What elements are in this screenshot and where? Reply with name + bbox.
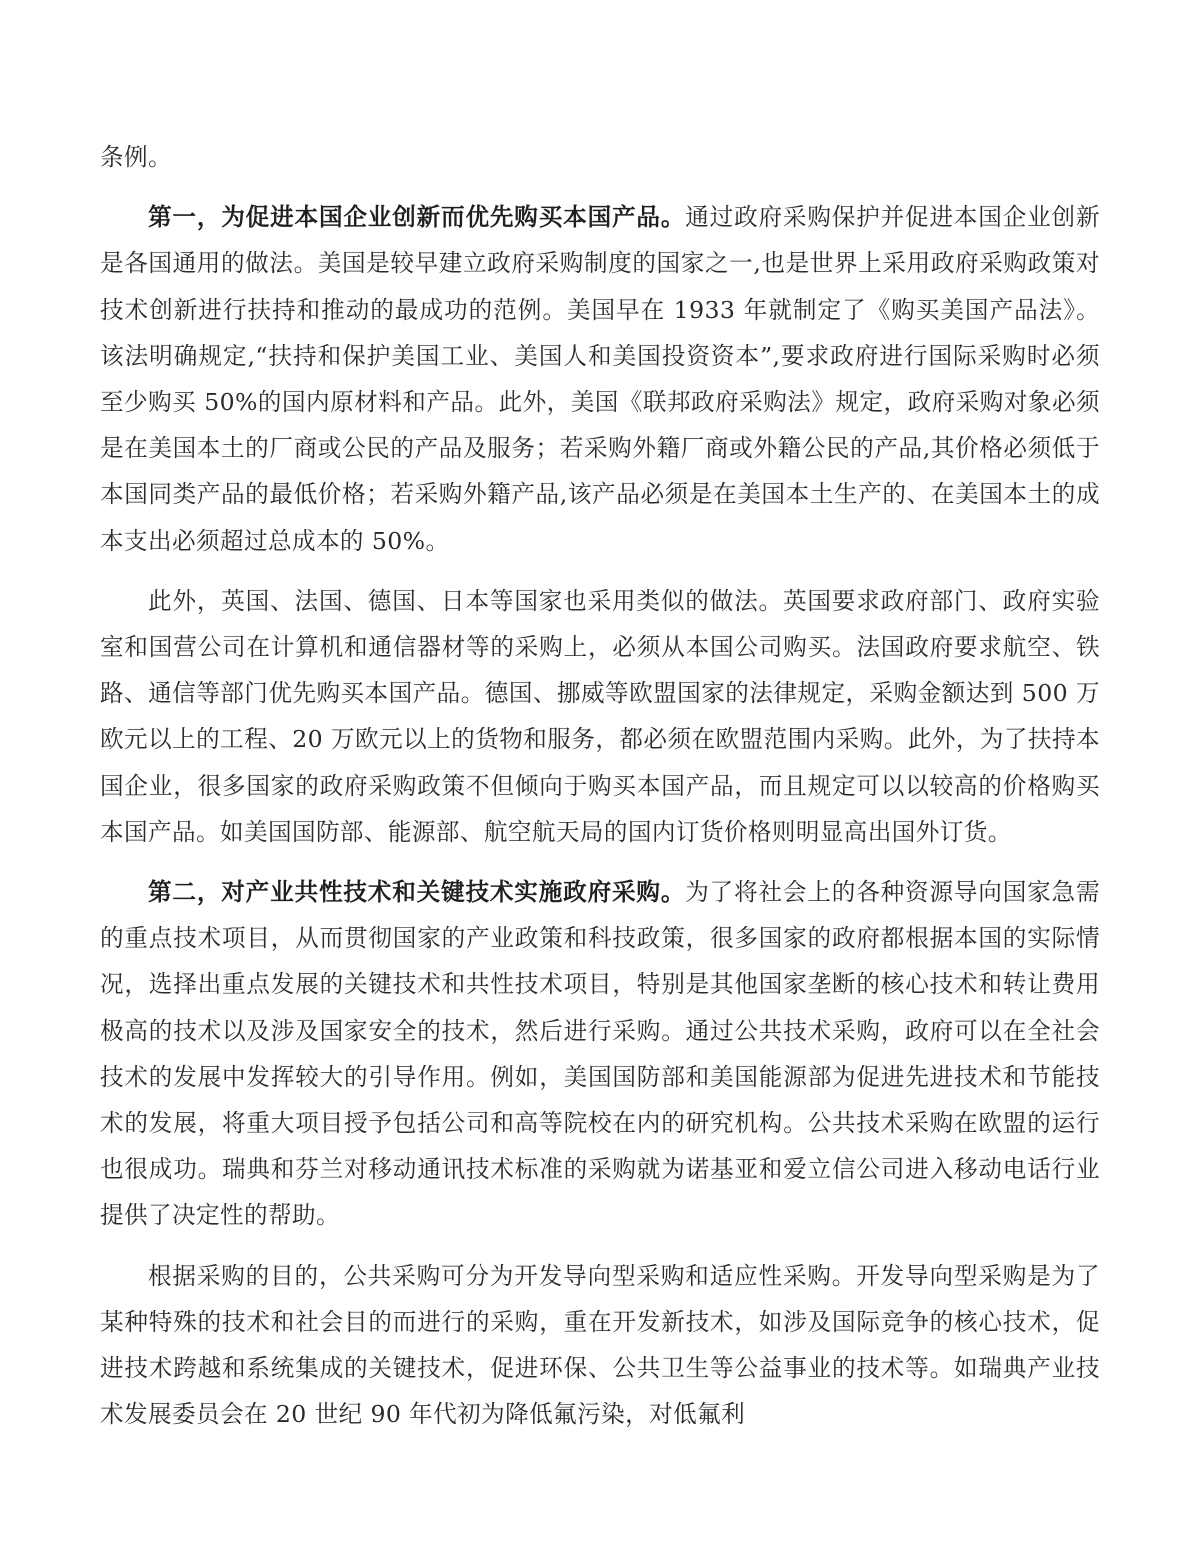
- paragraph-continuation: [100, 134, 1100, 180]
- paragraph-procurement-types: [100, 1253, 1100, 1438]
- paragraph-text: 通过政府采购保护并促进本国企业创新是各国通用的做法。美国是较早建立政府采购制度的国家之一,也是世界上采用政府采购政策对技术创新进行扶持和推动的最成功的范例。美国早在 1933 年就制定了《购买美国产品法》。该法明确规定,“扶持和保护美国工业、美国人和美国投资资本”,要求政府进行国际采购时必须至少购买 50%的国内原材料和产品。此外，美国《联邦政府采购法》规定，政府采购对象必须是在美国本土的厂商或公民的产品及服务；若采购外籍厂商或外籍公民的产品,其价格必须低于本国同类产品的最低价格；若采购外籍产品,该产品必须是在美国本土生产的、在美国本土的成本支出必须超过总成本的 50%。: [100, 203, 1100, 555]
- paragraph-text: 此外，英国、法国、德国、日本等国家也采用类似的做法。英国要求政府部门、政府实验室和国营公司在计算机和通信器材等的采购上，必须从本国公司购买。法国政府要求航空、铁路、通信等部门优先购买本国产品。德国、挪威等欧盟国家的法律规定，采购金额达到 500 万欧元以上的工程、20 万欧元以上的货物和服务，都必须在欧盟范围内采购。此外，为了扶持本国企业，很多国家的政府采购政策不但倾向于购买本国产品，而且规定可以以较高的价格购买本国产品。如美国国防部、能源部、航空航天局的国内订货价格则明显高出国外订货。: [100, 586, 1100, 846]
- paragraph-lead: 第一，为促进本国企业创新而优先购买本国产品。: [148, 203, 686, 232]
- paragraph-text: 为了将社会上的各种资源导向国家急需的重点技术项目，从而贯彻国家的产业政策和科技政策，很多国家的政府都根据本国的实际情况，选择出重点发展的关键技术和共性技术项目，特别是其他国家垄断的核心技术和转让费用极高的技术以及涉及国家安全的技术，然后进行采购。通过公共技术采购，政府可以在全社会技术的发展中发挥较大的引导作用。例如，美国国防部和美国能源部为促进先进技术和节能技术的发展，将重大项目授予包括公司和高等院校在内的研究机构。公共技术采购在欧盟的运行也很成功。瑞典和芬兰对移动通讯技术标准的采购就为诺基亚和爱立信公司进入移动电话行业提供了决定性的帮助。: [100, 878, 1100, 1230]
- paragraph-other-countries: [100, 578, 1100, 855]
- paragraph-first-point: [100, 194, 1100, 564]
- paragraph-text: 条例。: [100, 143, 172, 171]
- paragraph-lead: 第二，对产业共性技术和关键技术实施政府采购。: [148, 878, 686, 907]
- paragraph-text: 根据采购的目的，公共采购可分为开发导向型采购和适应性采购。开发导向型采购是为了某种特殊的技术和社会目的而进行的采购，重在开发新技术，如涉及国际竞争的核心技术，促进技术跨越和系统集成的关键技术，促进环保、公共卫生等公益事业的技术等。如瑞典产业技术发展委员会在 20 世纪 90 年代初为降低氟污染，对低氟利: [100, 1261, 1100, 1429]
- paragraph-second-point: [100, 869, 1100, 1239]
- document-page: [100, 134, 1100, 1451]
